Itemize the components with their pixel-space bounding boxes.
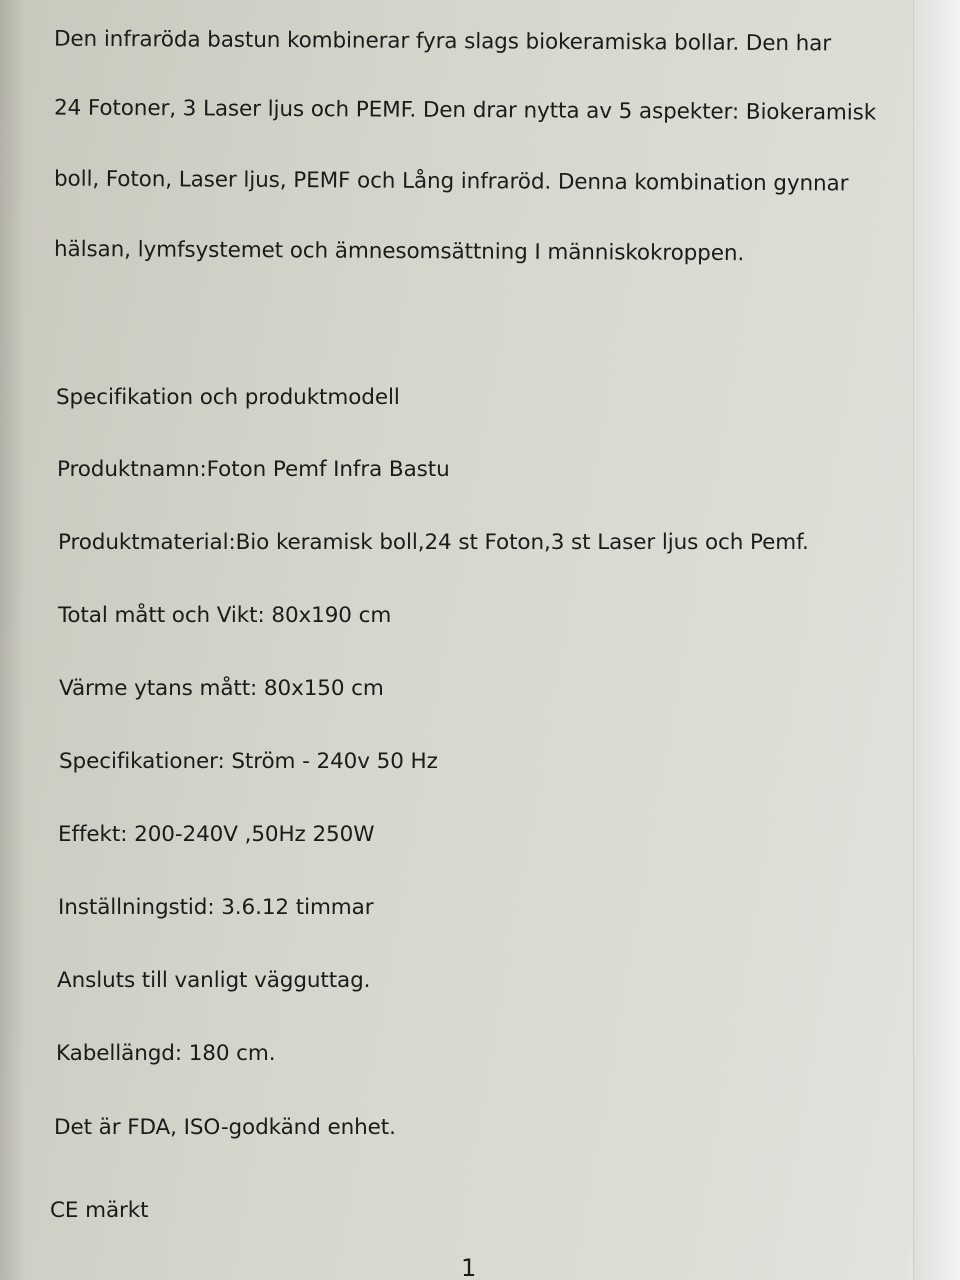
spec-product-name: Produktnamn:Foton Pemf Infra Bastu xyxy=(57,457,450,482)
spec-timer: Inställningstid: 3.6.12 timmar xyxy=(58,895,374,920)
spec-power-supply: Specifikationer: Ström - 240v 50 Hz xyxy=(59,749,438,774)
spec-effect: Effekt: 200-240V ,50Hz 250W xyxy=(58,822,375,847)
intro-line-1: Den infraröda bastun kombinerar fyra slags biokeramiska bollar. Den har xyxy=(53,26,832,57)
intro-line-2: 24 Fotoner, 3 Laser ljus och PEMF. Den drar nytta av 5 aspekter: Biokeramisk xyxy=(53,95,877,126)
spec-outlet: Ansluts till vanligt vägguttag. xyxy=(57,968,371,993)
intro-line-4: hälsan, lymfsystemet och ämnesomsättning I människokroppen. xyxy=(53,236,745,267)
spec-certification: Det är FDA, ISO-godkänd enhet. xyxy=(54,1115,396,1140)
spec-cable-length: Kabellängd: 180 cm. xyxy=(56,1041,276,1066)
intro-line-3: boll, Foton, Laser ljus, PEMF och Lång infraröd. Denna kombination gynnar xyxy=(53,166,849,197)
spec-heading: Specifikation och produktmodell xyxy=(56,385,400,410)
page-number: 1 xyxy=(461,1254,477,1280)
spec-ce-mark: CE märkt xyxy=(50,1198,149,1223)
spec-total-size: Total mått och Vikt: 80x190 cm xyxy=(58,603,392,628)
spec-product-material: Produktmaterial:Bio keramisk boll,24 st Foton,3 st Laser ljus och Pemf. xyxy=(58,530,809,555)
page-shadow xyxy=(0,0,26,1280)
spec-heat-area-size: Värme ytans mått: 80x150 cm xyxy=(59,676,384,701)
page-edge xyxy=(913,0,960,1280)
